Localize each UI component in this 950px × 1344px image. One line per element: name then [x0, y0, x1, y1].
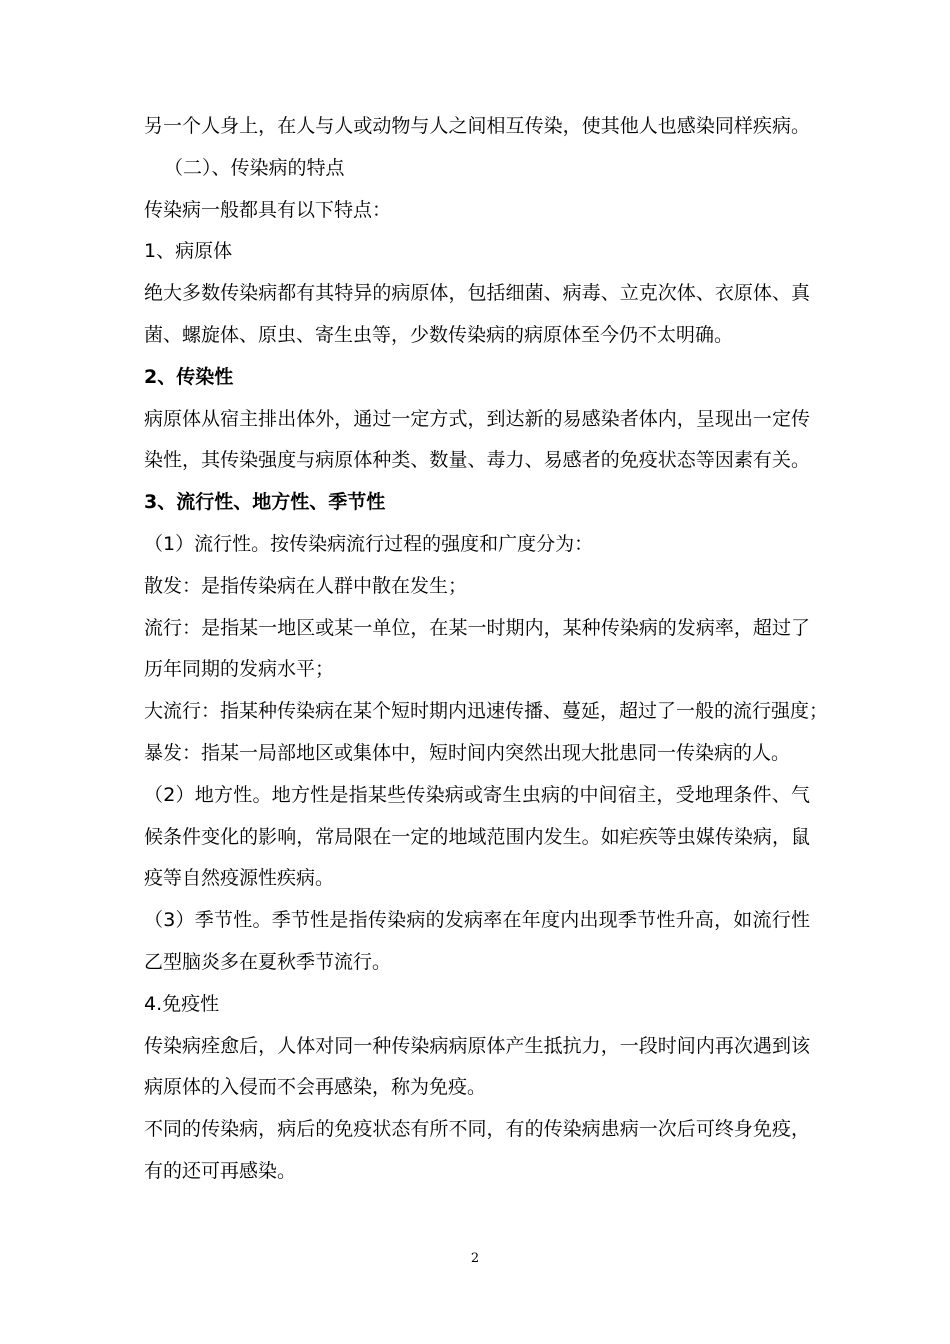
- paragraph-continuation-line: 另一个人身上，在人与人或动物与人之间相互传染，使其他人也感染同样疾病。: [144, 115, 810, 137]
- outbreak-definition-line: 暴发：指某一局部地区或集体中，短时间内突然出现大批患同一传染病的人。: [144, 741, 791, 764]
- pathogen-text-line-1: 绝大多数传染病都有其特异的病原体，包括细菌、病毒、立克次体、衣原体、真: [144, 282, 810, 305]
- infectivity-text-line-2: 染性，其传染强度与病原体种类、数量、毒力、易感者的免疫状态等因素有关。: [144, 449, 810, 472]
- immunity-text-line-3: 不同的传染病，病后的免疫状态有所不同，有的传染病患病一次后可终身免疫，: [144, 1118, 810, 1141]
- regional-text-line-2: 候条件变化的影响，常局限在一定的地域范围内发生。如疟疾等虫媒传染病，鼠: [144, 825, 810, 848]
- sporadic-definition-line: 散发：是指传染病在人群中散在发生；: [144, 574, 468, 597]
- immunity-text-line-4: 有的还可再感染。: [144, 1159, 297, 1182]
- epidemic-definition-line-1: 流行：是指某一地区或某一单位，在某一时期内，某种传染病的发病率，超过了: [144, 616, 810, 639]
- immunity-text-line-1: 传染病痊愈后，人体对同一种传染病病原体产生抵抗力，一段时间内再次遇到该: [144, 1034, 810, 1057]
- section-heading-characteristics: （二）、传染病的特点: [164, 156, 345, 179]
- subheading-epidemic-regional-seasonal: 3、流行性、地方性、季节性: [144, 491, 386, 514]
- document-body: [144, 115, 829, 1203]
- immunity-text-line-2: 病原体的入侵而不会再感染，称为免疫。: [144, 1076, 487, 1099]
- subheading-immunity: 4.免疫性: [144, 992, 220, 1015]
- epidemic-definition-line-2: 历年同期的发病水平；: [144, 658, 335, 681]
- subheading-infectivity: 2、传染性: [144, 365, 234, 388]
- page-number: 2: [470, 1251, 480, 1266]
- intro-line: 传染病一般都具有以下特点：: [144, 198, 392, 221]
- infectivity-text-line-1: 病原体从宿主排出体外，通过一定方式，到达新的易感染者体内，呈现出一定传: [144, 407, 810, 430]
- pandemic-definition-line: 大流行：指某种传染病在某个短时期内迅速传播、蔓延，超过了一般的流行强度；: [144, 700, 829, 723]
- subheading-pathogen: 1、病原体: [144, 240, 233, 263]
- seasonal-text-line-2: 乙型脑炎多在夏秋季节流行。: [144, 950, 392, 973]
- epidemic-intro-line: （1）流行性。按传染病流行过程的强度和广度分为：: [144, 532, 594, 555]
- regional-text-line-1: （2）地方性。地方性是指某些传染病或寄生虫病的中间宿主，受地理条件、气: [144, 783, 810, 806]
- pathogen-text-line-2: 菌、螺旋体、原虫、寄生虫等，少数传染病的病原体至今仍不太明确。: [144, 323, 734, 346]
- regional-text-line-3: 疫等自然疫源性疾病。: [144, 867, 335, 890]
- seasonal-text-line-1: （3）季节性。季节性是指传染病的发病率在年度内出现季节性升高，如流行性: [144, 909, 810, 932]
